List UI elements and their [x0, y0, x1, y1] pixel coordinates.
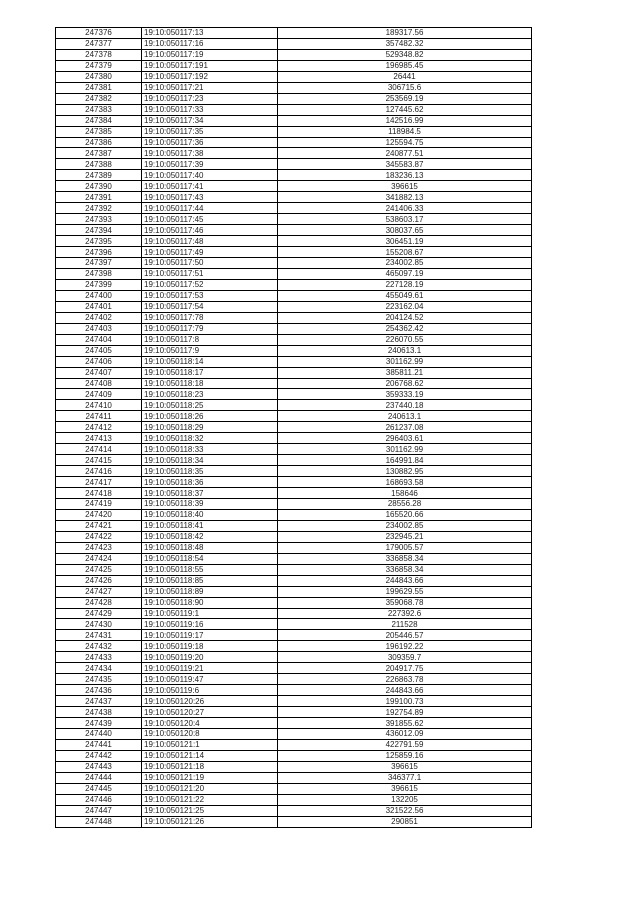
row-id-cell: 247437 [56, 696, 142, 707]
amount-cell: 158646 [278, 488, 532, 499]
row-id-cell: 247401 [56, 301, 142, 312]
cadastral-code-cell: 19:10:050118:42 [142, 531, 278, 542]
table-row [56, 334, 532, 345]
amount-cell: 211528 [278, 619, 532, 630]
row-id-cell: 247420 [56, 509, 142, 520]
table-row [56, 137, 532, 148]
amount-cell: 308037.65 [278, 225, 532, 236]
table-row [56, 192, 532, 203]
cadastral-code-cell: 19:10:050121:19 [142, 772, 278, 783]
row-id-cell: 247404 [56, 334, 142, 345]
table-row [56, 367, 532, 378]
table-row [56, 82, 532, 93]
amount-cell: 359068.78 [278, 597, 532, 608]
amount-cell: 165520.66 [278, 509, 532, 520]
row-id-cell: 247448 [56, 816, 142, 827]
table-row [56, 323, 532, 334]
cadastral-code-cell: 19:10:050117:51 [142, 268, 278, 279]
row-id-cell: 247443 [56, 761, 142, 772]
row-id-cell: 247376 [56, 28, 142, 39]
table-row [56, 214, 532, 225]
table-row [56, 619, 532, 630]
table-row [56, 564, 532, 575]
cadastral-code-cell: 19:10:050117:191 [142, 60, 278, 71]
cadastral-code-cell: 19:10:050119:1 [142, 608, 278, 619]
cadastral-code-cell: 19:10:050117:192 [142, 71, 278, 82]
cadastral-code-cell: 19:10:050117:49 [142, 247, 278, 258]
table-row [56, 542, 532, 553]
amount-cell: 253569.19 [278, 93, 532, 104]
amount-cell: 341882.13 [278, 192, 532, 203]
table-row [56, 356, 532, 367]
cadastral-code-cell: 19:10:050121:25 [142, 805, 278, 816]
cadastral-code-cell: 19:10:050118:25 [142, 400, 278, 411]
table-row [56, 60, 532, 71]
amount-cell: 529348.82 [278, 49, 532, 60]
amount-cell: 226070.55 [278, 334, 532, 345]
cadastral-code-cell: 19:10:050117:48 [142, 236, 278, 247]
table-row [56, 488, 532, 499]
table-row [56, 696, 532, 707]
cadastral-code-cell: 19:10:050117:9 [142, 345, 278, 356]
row-id-cell: 247418 [56, 488, 142, 499]
cadastral-code-cell: 19:10:050118:23 [142, 389, 278, 400]
table-row [56, 170, 532, 181]
amount-cell: 301162.99 [278, 356, 532, 367]
row-id-cell: 247435 [56, 674, 142, 685]
amount-cell: 179005.57 [278, 542, 532, 553]
row-id-cell: 247428 [56, 597, 142, 608]
cadastral-code-cell: 19:10:050119:17 [142, 630, 278, 641]
cadastral-code-cell: 19:10:050118:29 [142, 422, 278, 433]
row-id-cell: 247426 [56, 575, 142, 586]
cadastral-code-cell: 19:10:050117:43 [142, 192, 278, 203]
amount-cell: 422791.59 [278, 739, 532, 750]
amount-cell: 240613.1 [278, 345, 532, 356]
row-id-cell: 247438 [56, 707, 142, 718]
cadastral-code-cell: 19:10:050117:52 [142, 279, 278, 290]
row-id-cell: 247423 [56, 542, 142, 553]
cadastral-code-cell: 19:10:050117:50 [142, 258, 278, 269]
row-id-cell: 247405 [56, 345, 142, 356]
amount-cell: 455049.61 [278, 290, 532, 301]
cadastral-code-cell: 19:10:050120:27 [142, 707, 278, 718]
cadastral-code-cell: 19:10:050119:6 [142, 685, 278, 696]
amount-cell: 164991.84 [278, 455, 532, 466]
row-id-cell: 247396 [56, 247, 142, 258]
table-body [56, 28, 532, 828]
row-id-cell: 247415 [56, 455, 142, 466]
table-row [56, 225, 532, 236]
row-id-cell: 247387 [56, 148, 142, 159]
amount-cell: 189317.56 [278, 28, 532, 39]
cadastral-code-cell: 19:10:050120:8 [142, 729, 278, 740]
row-id-cell: 247400 [56, 290, 142, 301]
amount-cell: 183236.13 [278, 170, 532, 181]
row-id-cell: 247416 [56, 466, 142, 477]
row-id-cell: 247440 [56, 729, 142, 740]
table-row [56, 783, 532, 794]
table-row [56, 772, 532, 783]
row-id-cell: 247378 [56, 49, 142, 60]
cadastral-code-cell: 19:10:050118:26 [142, 411, 278, 422]
amount-cell: 234002.85 [278, 520, 532, 531]
amount-cell: 130882.95 [278, 466, 532, 477]
table-row [56, 28, 532, 39]
table-row [56, 652, 532, 663]
table-row [56, 498, 532, 509]
row-id-cell: 247377 [56, 38, 142, 49]
amount-cell: 321522.56 [278, 805, 532, 816]
row-id-cell: 247397 [56, 258, 142, 269]
amount-cell: 241406.33 [278, 203, 532, 214]
table-row [56, 586, 532, 597]
amount-cell: 227128.19 [278, 279, 532, 290]
cadastral-code-cell: 19:10:050118:89 [142, 586, 278, 597]
row-id-cell: 247406 [56, 356, 142, 367]
table-row [56, 422, 532, 433]
amount-cell: 226863.78 [278, 674, 532, 685]
row-id-cell: 247394 [56, 225, 142, 236]
amount-cell: 142516.99 [278, 115, 532, 126]
row-id-cell: 247445 [56, 783, 142, 794]
amount-cell: 234002.85 [278, 258, 532, 269]
table-row [56, 575, 532, 586]
row-id-cell: 247402 [56, 312, 142, 323]
table-row [56, 71, 532, 82]
table-row [56, 477, 532, 488]
row-id-cell: 247389 [56, 170, 142, 181]
table-row [56, 729, 532, 740]
row-id-cell: 247380 [56, 71, 142, 82]
table-row [56, 389, 532, 400]
row-id-cell: 247444 [56, 772, 142, 783]
amount-cell: 204917.75 [278, 663, 532, 674]
row-id-cell: 247427 [56, 586, 142, 597]
row-id-cell: 247419 [56, 498, 142, 509]
row-id-cell: 247399 [56, 279, 142, 290]
amount-cell: 223162.04 [278, 301, 532, 312]
cadastral-code-cell: 19:10:050117:38 [142, 148, 278, 159]
cadastral-code-cell: 19:10:050118:54 [142, 553, 278, 564]
amount-cell: 168693.58 [278, 477, 532, 488]
amount-cell: 28556.28 [278, 498, 532, 509]
table-row [56, 290, 532, 301]
amount-cell: 125859.16 [278, 750, 532, 761]
table-row [56, 433, 532, 444]
cadastral-code-cell: 19:10:050118:14 [142, 356, 278, 367]
cadastral-code-cell: 19:10:050118:36 [142, 477, 278, 488]
cadastral-code-cell: 19:10:050119:16 [142, 619, 278, 630]
cadastral-code-cell: 19:10:050118:40 [142, 509, 278, 520]
data-table [55, 27, 532, 828]
row-id-cell: 247410 [56, 400, 142, 411]
row-id-cell: 247447 [56, 805, 142, 816]
cadastral-code-cell: 19:10:050120:4 [142, 718, 278, 729]
amount-cell: 309359.7 [278, 652, 532, 663]
cadastral-code-cell: 19:10:050117:45 [142, 214, 278, 225]
table-row [56, 597, 532, 608]
row-id-cell: 247422 [56, 531, 142, 542]
cadastral-code-cell: 19:10:050118:18 [142, 378, 278, 389]
row-id-cell: 247421 [56, 520, 142, 531]
amount-cell: 346377.1 [278, 772, 532, 783]
cadastral-code-cell: 19:10:050117:44 [142, 203, 278, 214]
table-row [56, 641, 532, 652]
table-row [56, 663, 532, 674]
row-id-cell: 247424 [56, 553, 142, 564]
table-row [56, 38, 532, 49]
row-id-cell: 247409 [56, 389, 142, 400]
amount-cell: 336858.34 [278, 553, 532, 564]
amount-cell: 391855.62 [278, 718, 532, 729]
cadastral-code-cell: 19:10:050118:35 [142, 466, 278, 477]
table-row [56, 236, 532, 247]
row-id-cell: 247430 [56, 619, 142, 630]
cadastral-code-cell: 19:10:050118:90 [142, 597, 278, 608]
table-row [56, 750, 532, 761]
row-id-cell: 247403 [56, 323, 142, 334]
table-row [56, 444, 532, 455]
cadastral-code-cell: 19:10:050118:37 [142, 488, 278, 499]
amount-cell: 436012.09 [278, 729, 532, 740]
amount-cell: 359333.19 [278, 389, 532, 400]
table-row [56, 509, 532, 520]
row-id-cell: 247391 [56, 192, 142, 203]
amount-cell: 199629.55 [278, 586, 532, 597]
row-id-cell: 247386 [56, 137, 142, 148]
row-id-cell: 247390 [56, 181, 142, 192]
cadastral-code-cell: 19:10:050117:40 [142, 170, 278, 181]
cadastral-code-cell: 19:10:050117:21 [142, 82, 278, 93]
cadastral-code-cell: 19:10:050118:41 [142, 520, 278, 531]
amount-cell: 26441 [278, 71, 532, 82]
row-id-cell: 247398 [56, 268, 142, 279]
cadastral-code-cell: 19:10:050117:78 [142, 312, 278, 323]
row-id-cell: 247432 [56, 641, 142, 652]
table-row [56, 761, 532, 772]
row-id-cell: 247439 [56, 718, 142, 729]
amount-cell: 237440.18 [278, 400, 532, 411]
row-id-cell: 247442 [56, 750, 142, 761]
table-row [56, 378, 532, 389]
amount-cell: 396615 [278, 783, 532, 794]
amount-cell: 538603.17 [278, 214, 532, 225]
amount-cell: 196985.45 [278, 60, 532, 71]
row-id-cell: 247412 [56, 422, 142, 433]
table-row [56, 630, 532, 641]
cadastral-code-cell: 19:10:050117:19 [142, 49, 278, 60]
table-row [56, 608, 532, 619]
amount-cell: 132205 [278, 794, 532, 805]
amount-cell: 199100.73 [278, 696, 532, 707]
row-id-cell: 247417 [56, 477, 142, 488]
row-id-cell: 247446 [56, 794, 142, 805]
amount-cell: 336858.34 [278, 564, 532, 575]
row-id-cell: 247433 [56, 652, 142, 663]
cadastral-code-cell: 19:10:050120:26 [142, 696, 278, 707]
row-id-cell: 247434 [56, 663, 142, 674]
table-row [56, 268, 532, 279]
table-row [56, 531, 532, 542]
amount-cell: 345583.87 [278, 159, 532, 170]
cadastral-code-cell: 19:10:050119:18 [142, 641, 278, 652]
cadastral-code-cell: 19:10:050118:85 [142, 575, 278, 586]
cadastral-code-cell: 19:10:050118:55 [142, 564, 278, 575]
table-row [56, 345, 532, 356]
cadastral-code-cell: 19:10:050121:1 [142, 739, 278, 750]
table-row [56, 718, 532, 729]
row-id-cell: 247436 [56, 685, 142, 696]
table-row [56, 674, 532, 685]
amount-cell: 290851 [278, 816, 532, 827]
amount-cell: 254362.42 [278, 323, 532, 334]
cadastral-code-cell: 19:10:050118:48 [142, 542, 278, 553]
table-row [56, 400, 532, 411]
amount-cell: 465097.19 [278, 268, 532, 279]
amount-cell: 357482.32 [278, 38, 532, 49]
table-row [56, 159, 532, 170]
table-row [56, 739, 532, 750]
row-id-cell: 247429 [56, 608, 142, 619]
cadastral-code-cell: 19:10:050118:34 [142, 455, 278, 466]
row-id-cell: 247425 [56, 564, 142, 575]
cadastral-code-cell: 19:10:050117:33 [142, 104, 278, 115]
cadastral-code-cell: 19:10:050117:8 [142, 334, 278, 345]
amount-cell: 127445.62 [278, 104, 532, 115]
row-id-cell: 247388 [56, 159, 142, 170]
amount-cell: 244843.66 [278, 575, 532, 586]
row-id-cell: 247395 [56, 236, 142, 247]
amount-cell: 205446.57 [278, 630, 532, 641]
cadastral-code-cell: 19:10:050117:34 [142, 115, 278, 126]
cadastral-code-cell: 19:10:050119:21 [142, 663, 278, 674]
table-row [56, 279, 532, 290]
row-id-cell: 247382 [56, 93, 142, 104]
cadastral-code-cell: 19:10:050121:14 [142, 750, 278, 761]
amount-cell: 301162.99 [278, 444, 532, 455]
amount-cell: 155208.67 [278, 247, 532, 258]
cadastral-code-cell: 19:10:050117:41 [142, 181, 278, 192]
table-row [56, 258, 532, 269]
amount-cell: 296403.61 [278, 433, 532, 444]
row-id-cell: 247393 [56, 214, 142, 225]
row-id-cell: 247385 [56, 126, 142, 137]
amount-cell: 396615 [278, 181, 532, 192]
row-id-cell: 247414 [56, 444, 142, 455]
cadastral-code-cell: 19:10:050117:53 [142, 290, 278, 301]
table-row [56, 553, 532, 564]
row-id-cell: 247413 [56, 433, 142, 444]
cadastral-code-cell: 19:10:050117:16 [142, 38, 278, 49]
cadastral-code-cell: 19:10:050119:47 [142, 674, 278, 685]
amount-cell: 240613.1 [278, 411, 532, 422]
amount-cell: 204124.52 [278, 312, 532, 323]
row-id-cell: 247392 [56, 203, 142, 214]
table-row [56, 805, 532, 816]
amount-cell: 306715.6 [278, 82, 532, 93]
row-id-cell: 247407 [56, 367, 142, 378]
amount-cell: 240877.51 [278, 148, 532, 159]
amount-cell: 125594.75 [278, 137, 532, 148]
cadastral-code-cell: 19:10:050117:54 [142, 301, 278, 312]
cadastral-code-cell: 19:10:050121:26 [142, 816, 278, 827]
cadastral-code-cell: 19:10:050117:79 [142, 323, 278, 334]
cadastral-code-cell: 19:10:050118:39 [142, 498, 278, 509]
cadastral-code-cell: 19:10:050117:13 [142, 28, 278, 39]
table-row [56, 49, 532, 60]
amount-cell: 118984.5 [278, 126, 532, 137]
amount-cell: 232945.21 [278, 531, 532, 542]
amount-cell: 196192.22 [278, 641, 532, 652]
row-id-cell: 247441 [56, 739, 142, 750]
table-row [56, 707, 532, 718]
amount-cell: 396615 [278, 761, 532, 772]
row-id-cell: 247408 [56, 378, 142, 389]
table-row [56, 411, 532, 422]
table-row [56, 455, 532, 466]
row-id-cell: 247379 [56, 60, 142, 71]
cadastral-code-cell: 19:10:050117:35 [142, 126, 278, 137]
amount-cell: 206768.62 [278, 378, 532, 389]
cadastral-code-cell: 19:10:050118:33 [142, 444, 278, 455]
amount-cell: 385811.21 [278, 367, 532, 378]
table-row [56, 104, 532, 115]
cadastral-code-cell: 19:10:050121:20 [142, 783, 278, 794]
row-id-cell: 247384 [56, 115, 142, 126]
cadastral-code-cell: 19:10:050121:22 [142, 794, 278, 805]
table-row [56, 816, 532, 827]
table-row [56, 247, 532, 258]
row-id-cell: 247431 [56, 630, 142, 641]
table-row [56, 203, 532, 214]
cadastral-code-cell: 19:10:050119:20 [142, 652, 278, 663]
cadastral-code-cell: 19:10:050117:23 [142, 93, 278, 104]
table-row [56, 685, 532, 696]
table-row [56, 520, 532, 531]
row-id-cell: 247383 [56, 104, 142, 115]
amount-cell: 261237.08 [278, 422, 532, 433]
table-row [56, 181, 532, 192]
cadastral-code-cell: 19:10:050118:32 [142, 433, 278, 444]
cadastral-code-cell: 19:10:050118:17 [142, 367, 278, 378]
table-row [56, 794, 532, 805]
cadastral-code-cell: 19:10:050117:36 [142, 137, 278, 148]
table-row [56, 148, 532, 159]
amount-cell: 306451.19 [278, 236, 532, 247]
table-row [56, 93, 532, 104]
table-row [56, 126, 532, 137]
row-id-cell: 247411 [56, 411, 142, 422]
cadastral-code-cell: 19:10:050117:39 [142, 159, 278, 170]
cadastral-code-cell: 19:10:050117:46 [142, 225, 278, 236]
table-row [56, 466, 532, 477]
table-row [56, 301, 532, 312]
amount-cell: 227392.6 [278, 608, 532, 619]
amount-cell: 192754.89 [278, 707, 532, 718]
amount-cell: 244843.66 [278, 685, 532, 696]
table-row [56, 115, 532, 126]
cadastral-code-cell: 19:10:050121:18 [142, 761, 278, 772]
table-row [56, 312, 532, 323]
row-id-cell: 247381 [56, 82, 142, 93]
